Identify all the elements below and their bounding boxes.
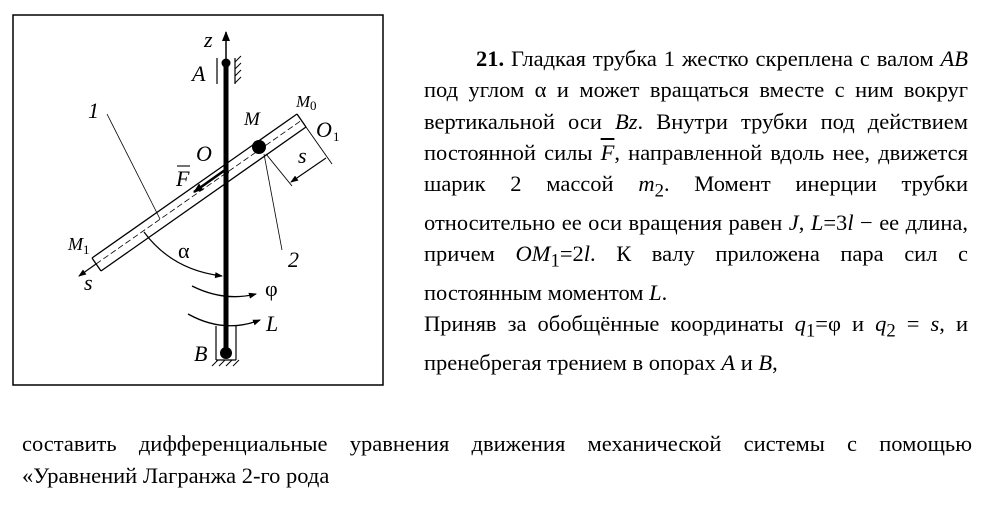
point-a [222, 59, 231, 68]
mass-subscript: 2 [654, 180, 664, 202]
problem-text: и [735, 350, 759, 376]
point-o [225, 170, 229, 174]
label-o1: O [316, 117, 332, 142]
problem-text: Приняв за обобщённые координаты [424, 311, 795, 337]
label-2: 2 [288, 247, 299, 272]
problem-paragraph-2 [424, 308, 968, 378]
problem-text: =2 [559, 241, 584, 267]
mechanism-figure [12, 14, 384, 386]
label-m1-sub: 1 [83, 242, 90, 257]
problem-paragraph-1 [424, 43, 968, 308]
label-b: B [194, 341, 208, 366]
force-f-arrow [194, 170, 225, 192]
problem-text: Гладкая трубка 1 жестко скреплена с валом [504, 46, 941, 71]
problem-text: =3 [823, 209, 848, 235]
label-s-top: s [298, 143, 307, 168]
l-symbol: l [847, 209, 854, 235]
label-m: M [244, 109, 260, 130]
q-subscript: 2 [886, 320, 896, 342]
label-phi: φ [265, 276, 278, 301]
axis-label: Bz [614, 108, 638, 134]
problem-text: =φ и [815, 311, 876, 337]
label-1: 1 [88, 98, 99, 123]
support-a: A [721, 350, 736, 376]
problem-text: . Момент инерции трубки относительно ее оси вращения равен [424, 171, 968, 235]
om-subscript: 1 [550, 250, 560, 272]
problem-text: , [798, 209, 811, 235]
support-b: B [758, 350, 773, 376]
l-symbol: l [583, 241, 591, 267]
leader-2 [264, 154, 282, 250]
q-symbol: q [794, 311, 806, 337]
inertia-symbol: J [788, 209, 799, 235]
label-alpha: α [178, 238, 190, 263]
task-text: составить дифференциальные уравнения движения механической системы с помощью «Уравнений Лагранжа 2-го рода [22, 431, 972, 488]
label-s-bottom: s [84, 270, 93, 295]
task-statement [22, 428, 972, 491]
problem-text: , [772, 350, 778, 376]
problem-text: . Внутри трубки под действием постоянной силы [424, 108, 968, 165]
problem-text: , направленной вдоль нее, движется шарик 2 массой [424, 139, 969, 197]
problem-number: 21. [476, 46, 505, 71]
problem-text: = [895, 311, 931, 337]
label-l: L [266, 311, 279, 336]
shaft-label: AB [940, 46, 968, 71]
om-symbol: OM [515, 241, 551, 267]
mass-symbol: m [638, 171, 655, 197]
moment-symbol: L [649, 280, 662, 306]
label-o: O [196, 141, 212, 166]
problem-text: под углом α и может вращаться вместе с ним вокруг вертикальной оси [424, 77, 968, 134]
label-m0: M [296, 92, 311, 111]
label-z: z [204, 27, 213, 52]
problem-statement [424, 43, 968, 378]
length-symbol: L [810, 209, 824, 235]
label-o1-sub: 1 [333, 129, 340, 144]
tube-1 [92, 114, 306, 271]
point-b [220, 347, 232, 359]
leader-1 [107, 114, 160, 219]
problem-text: . К валу приложена пара сил с постоянным моментом [424, 241, 968, 306]
ball-m [252, 140, 266, 154]
q-symbol: q [875, 311, 887, 337]
label-m1: M [68, 234, 83, 254]
problem-text: . [661, 280, 668, 306]
label-m0-sub: 0 [310, 98, 317, 113]
label-a: A [192, 61, 206, 86]
label-f: F [176, 166, 190, 191]
force-symbol: $\overline{F}$ [600, 139, 615, 165]
q-subscript: 1 [805, 320, 816, 342]
s-symbol: s [930, 311, 940, 337]
problem-text: , и пренебрегая трением в опорах [424, 311, 969, 376]
problem-text: − ее длина, причем [424, 209, 968, 267]
